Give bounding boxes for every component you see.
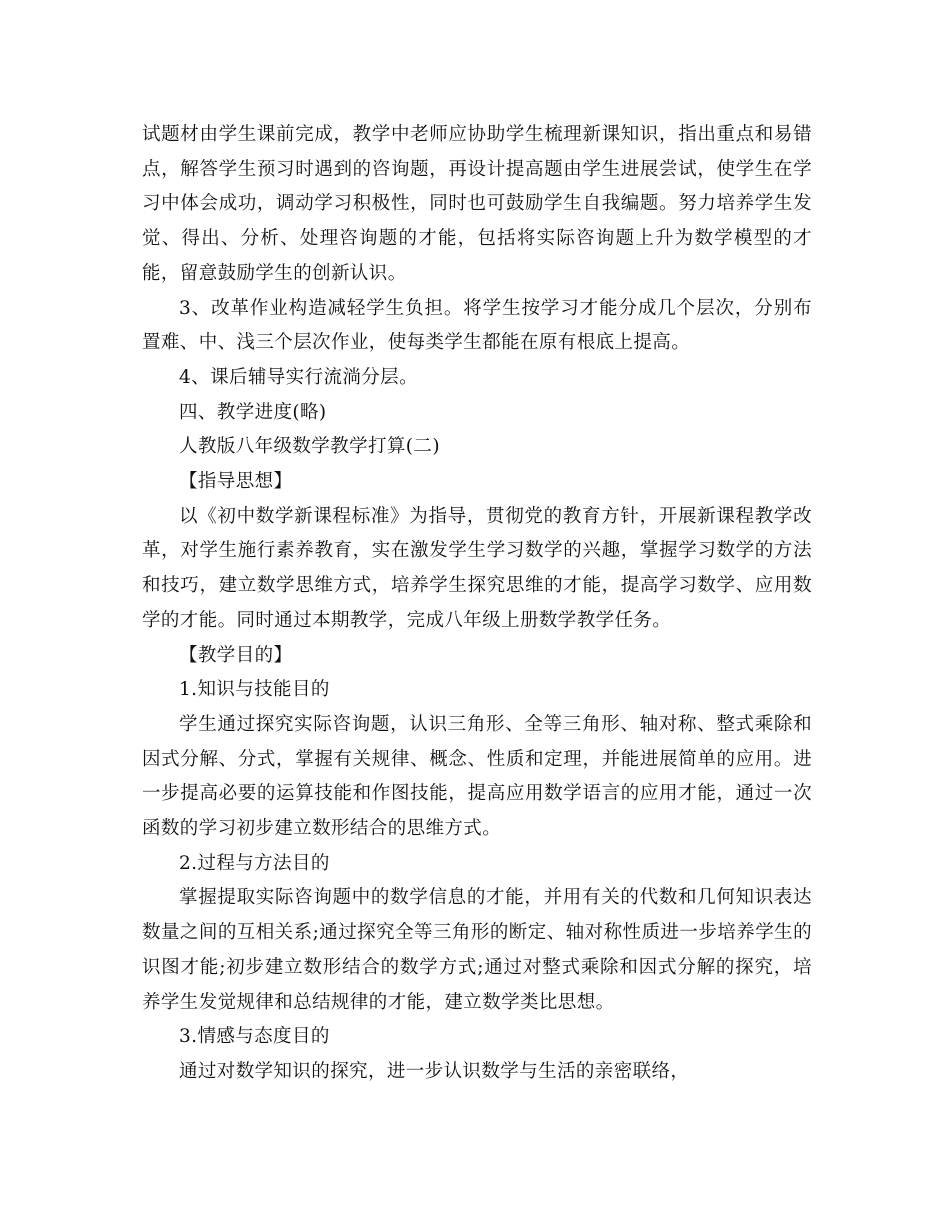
- section-heading-progress: 四、教学进度(略): [179, 401, 327, 423]
- paragraph-emotion-attitude: 通过对数学知识的探究，进一步认识数学与生活的亲密联络，: [179, 1060, 690, 1082]
- paragraph-guiding-thought: 以《初中数学新课程标准》为指导，贯彻党的教育方针，开展新课程教学改革，对学生施行素养教育，实在激发学生学习数学的兴趣，掌握学习数学的方法和技巧，建立数学思维方式，培养学生探究思维的才能，提高学习数学、应用数学的才能。同时通过本期教学，完成八年级上册数学教学任务。: [142, 505, 812, 631]
- document-subtitle: 人教版八年级数学教学打算(二): [179, 436, 440, 458]
- document-body: [142, 118, 812, 1090]
- paragraph-item-4: 4、课后辅导实行流淌分层。: [179, 366, 418, 388]
- paragraph-continued-intro: 试题材由学生课前完成，教学中老师应协助学生梳理新课知识，指出重点和易错点，解答学生预习时遇到的咨询题，再设计提高题由学生进展尝试，使学生在学习中体会成功，调动学习积极性，同时也可鼓励学生自我编题。努力培养学生发觉、得出、分析、处理咨询题的才能，包括将实际咨询题上升为数学模型的才能，留意鼓励学生的创新认识。: [142, 124, 812, 284]
- paragraph-item-3: 3、改革作业构造减轻学生负担。将学生按学习才能分成几个层次，分别布置难、中、浅三个层次作业，使每类学生都能在原有根底上提高。: [142, 297, 812, 354]
- subheading-process-method: 2.过程与方法目的: [179, 852, 330, 874]
- subheading-emotion-attitude: 3.情感与态度目的: [179, 1026, 330, 1048]
- paragraph-process-method: 掌握提取实际咨询题中的数学信息的才能，并用有关的代数和几何知识表达数量之间的互相关系;通过探究全等三角形的断定、轴对称性质进一步培养学生的识图才能;初步建立数形结合的数学方式;通过对整式乘除和因式分解的探究，培养学生发觉规律和总结规律的才能，建立数学类比思想。: [142, 887, 812, 1013]
- section-heading-teaching-goals: 【教学目的】: [179, 644, 293, 666]
- paragraph-knowledge-skills: 学生通过探究实际咨询题，认识三角形、全等三角形、轴对称、整式乘除和因式分解、分式，掌握有关规律、概念、性质和定理，并能进展简单的应用。进一步提高必要的运算技能和作图技能，提高应用数学语言的应用才能，通过一次函数的学习初步建立数形结合的思维方式。: [142, 713, 812, 840]
- subheading-knowledge-skills: 1.知识与技能目的: [179, 679, 330, 701]
- section-heading-guiding-thought: 【指导思想】: [179, 471, 293, 493]
